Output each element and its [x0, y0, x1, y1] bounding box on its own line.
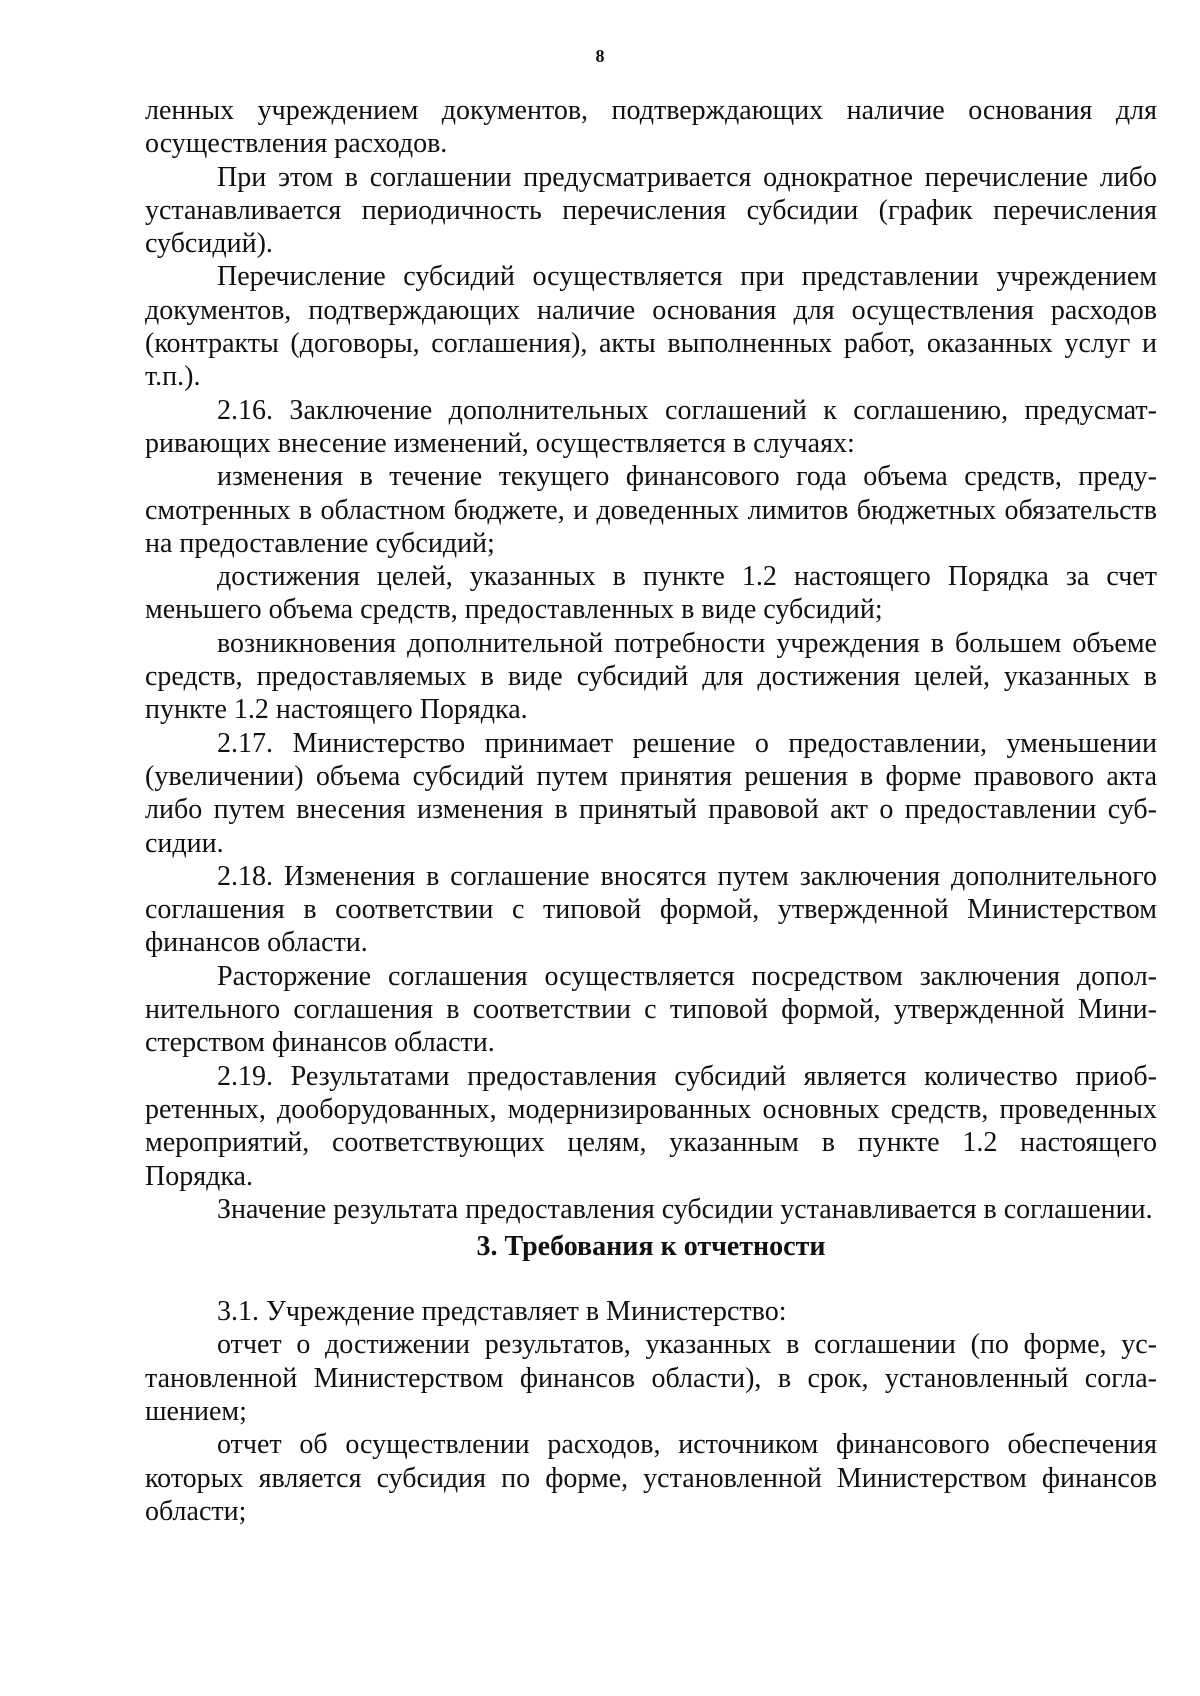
page-number: 8	[595, 46, 605, 66]
paragraph: Значение результата предоставления субсидии устанавливается в соглашении.	[217, 1193, 1153, 1225]
paragraph: возникновения дополнительной потребности учреждения в большем объеме средств, предоставляемых в виде субсидий для достижения целей, указанных в пункте 1.2 настоящего Порядка.	[145, 627, 1157, 726]
paragraph: Перечисление субсидий осуществляется при представлении учреждением документов, подтверждающих наличие основания для осуществления расходов (контракты (договоры, соглашения), акты выполненных работ, оказанных услуг и т.п.).	[145, 261, 1157, 393]
paragraph: 3.1. Учреждение представляет в Министерство:	[217, 1296, 787, 1328]
paragraph: изменения в течение текущего финансового года объема средств, предусмотренных в областном бюджете, и доведенных лимитов бюджетных обязательств на предоставление субсидий;	[145, 461, 1157, 559]
paragraph: При этом в соглашении предусматривается однократное перечисление либо устанавливается периодичность перечисления субсидии (график перечисления субсидий).	[145, 161, 1157, 260]
paragraph: Расторжение соглашения осуществляется посредством заключения дополнительного соглашения в соответствии с типовой формой, утвержденной Министерством финансов области.	[145, 960, 1157, 1059]
paragraphs-after-heading	[145, 1295, 1157, 1528]
paragraph: отчет об осуществлении расходов, источником финансового обеспечения которых является субсидия по форме, установленной Министерством финансов области;	[145, 1429, 1157, 1527]
section-heading: 3. Требования к отчетности	[476, 1231, 826, 1263]
document-body	[145, 94, 1157, 1528]
paragraphs-before-heading	[145, 94, 1157, 1226]
paragraph: 2.18. Изменения в соглашение вносятся путем заключения дополнительного соглашения в соответствии с типовой формой, утвержденной Министерством финансов области.	[145, 860, 1157, 959]
paragraph: 2.16. Заключение дополнительных соглашений к соглашению, предусматривающих внесение изменений, осуществляется в случаях:	[145, 394, 1157, 459]
paragraph: 2.19. Результатами предоставления субсидий является количество приобретенных, дооборудованных, модернизированных основных средств, проведенных мероприятий, соответствующих целям, указанным в пункте 1.2 настоящего Порядка.	[145, 1060, 1157, 1192]
paragraph: достижения целей, указанных в пункте 1.2 настоящего Порядка за счет меньшего объема средств, предоставленных в виде субсидий;	[145, 561, 1157, 626]
paragraph: отчет о достижении результатов, указанных в соглашении (по форме, установленной Министерством финансов области), в срок, установленный соглашением;	[145, 1329, 1157, 1427]
paragraph: 2.17. Министерство принимает решение о предоставлении, уменьшении (увеличении) объема субсидий путем принятия решения в форме правового акта либо путем внесения изменения в принятый правовой акт о предоставлении субсидии.	[145, 727, 1157, 859]
paragraph: ленных учреждением документов, подтверждающих наличие основания для осуществления расходов.	[145, 95, 1157, 160]
